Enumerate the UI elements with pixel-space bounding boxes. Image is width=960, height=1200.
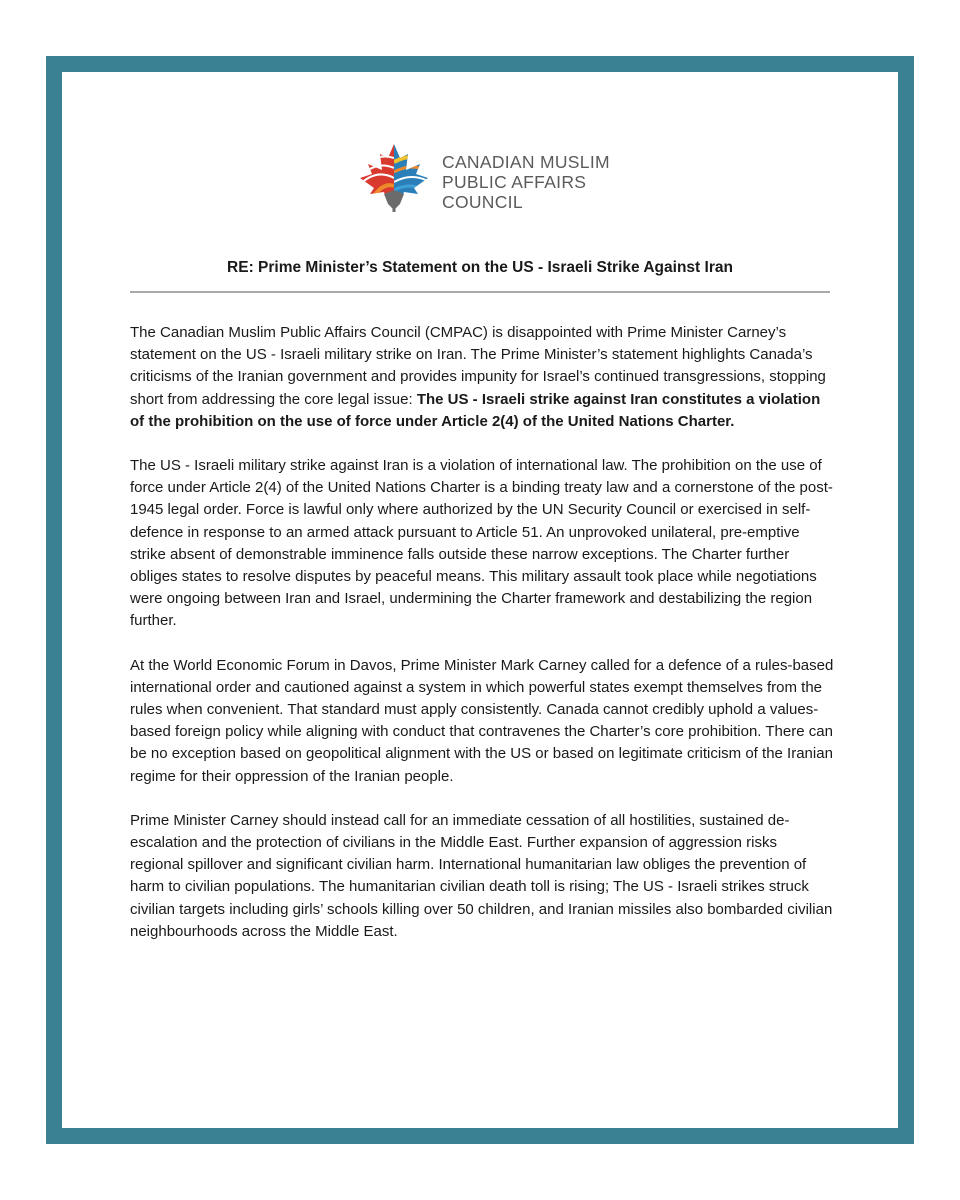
- paragraph-3: At the World Economic Forum in Davos, Prime Minister Mark Carney called for a defence of a rules-based international order and cautioned against a system in which powerful states exempt themselves from the rules when convenient. That standard must apply consistently. Canada cannot credibly uphold a values-based foreign policy while aligning with conduct that contravenes the Charter’s core prohibition. There can be no exception based on geopolitical alignment with the US or based on legitimate criticism of the Iranian regime for their oppression of the Iranian people.: [130, 656, 834, 785]
- organization-name: [442, 152, 610, 212]
- paragraph-1: [130, 322, 834, 433]
- title-divider: [130, 291, 830, 293]
- maple-leaf-logo-icon: [354, 138, 434, 218]
- cmpac-logo: [354, 138, 624, 218]
- paragraph-1-emphasis: The US - Israeli strike against Iran constitutes a violation of the prohibition on the use of force under Article 2(4) of the United Nations Charter.: [130, 390, 821, 430]
- letter-body: [130, 322, 834, 965]
- org-name-line-3: COUNCIL: [442, 192, 523, 212]
- paragraph-4: Prime Minister Carney should instead call for an immediate cessation of all hostilities, sustained de-escalation and the protection of civilians in the Middle East. Further expansion of aggression risks regional spillover and significant civilian harm. International humanitarian law obliges the prevention of harm to civilian populations. The humanitarian civilian death toll is rising; The US - Israeli strikes struck civilian targets including girls’ schools killing over 50 children, and Iranian missiles also bombarded civilian neighbourhoods across the Middle East.: [130, 811, 833, 940]
- org-name-line-2: PUBLIC AFFAIRS: [442, 172, 587, 192]
- org-name-line-1: CANADIAN MUSLIM: [442, 152, 610, 172]
- paragraph-2: The US - Israeli military strike against Iran is a violation of international law. The prohibition on the use of force under Article 2(4) of the United Nations Charter is a binding treaty law and a cornerstone of the post-1945 legal order. Force is lawful only where authorized by the UN Security Council or exercised in self-defence in response to an armed attack pursuant to Article 51. An unprovoked unilateral, pre-emptive strike absent of demonstrable imminence falls outside these narrow exceptions. The Charter further obliges states to resolve disputes by peaceful means. This military assault took place while negotiations were ongoing between Iran and Israel, undermining the Charter framework and destabilizing the region further.: [130, 457, 833, 630]
- paragraph-1-text: The Canadian Muslim Public Affairs Council (CMPAC) is disappointed with Prime Minister Carney’s statement on the US - Israeli military strike on Iran. The Prime Minister’s statement highlights Canada’s criticisms of the Iranian government and provides impunity for Israel’s continued transgressions, stopping short from addressing the core legal issue:: [130, 324, 826, 408]
- letter-title: RE: Prime Minister’s Statement on the US - Israeli Strike Against Iran: [227, 259, 733, 276]
